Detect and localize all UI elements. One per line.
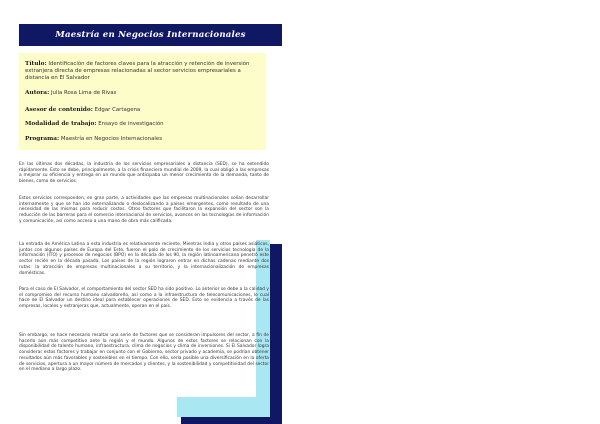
body-paragraph: Sin embargo, se hace necesario resaltar una serie de factores que se consideran impulsores del sector, a fin de hacerlo aún más competitivo ante la región y el mundo. Algunos de estos factores se relacionan con la disponibilidad de talento humano, infraestructura, clima de negocios y clima de inversiones. Si El Salvador logra considerar estos factores y trabajar en conjunto con el Gobierno, sector privado y academia, se podrían obtener resultados aún más favorables y sostenibles en el tiempo. Con ello, sería posible una diversificación en la oferta de servicios, apertura a un mayor número de mercados y clientes, y la sostenibilidad y competitividad del sector en el mediano a largo plazo.: [19, 333, 269, 373]
modality-value: Ensayo de investigación: [98, 121, 164, 127]
body-paragraph: Estos servicios corresponden, en gran parte, a actividades que las empresas multinacionales solían desarrollar internamente y que se han ido externalizando o deslocalizando a países emergentes, como resultado de una necesidad de las mismas para reducir costos. Otros factores que facilitaron la expansión del sector son la reducción de las barreras para el comercio internacional de servicios, avances en las tecnologías de información y comunicación, así como acceso a una mano de obra más calificada.: [19, 196, 269, 224]
advisor-value: Edgar Cartagena: [94, 107, 141, 113]
modality-label: Modalidad de trabajo:: [25, 121, 97, 127]
title-banner: [19, 24, 282, 46]
author-label: Autora:: [25, 90, 50, 96]
body-paragraph: La entrada de América Latina a esta industria es relativamente reciente. Mientras India y otros países asiáticos, juntos con algunos países de Europa del Este, fueron el polo de crecimiento de los servicios tecnología de la información (ITO) y procesos de negocios (BPO) en la década de los 90, la región latinoamericana penetró este sector recién en la década pasada. Los países de la región lograron entrar en dichas cadenas mediante dos rutas: la atracción de empresas multinacionales a su territorio, y la internacionalización de empresas domésticas.: [19, 242, 269, 276]
body-paragraph: Para el caso de El Salvador, el comportamiento del sector SED ha sido positivo. Lo anterior se debe a la calidad y el compromiso del recurso humano salvadoreño, así como a la infraestructura de telecomunicaciones, lo cual hace de El Salvador un destino ideal para establecer operaciones de SED. Esto se evidencia a través de las empresas, locales y extranjeras que, actualmente, operan en el país.: [19, 287, 269, 310]
program-value: Maestría en Negocios Internacionales: [60, 136, 163, 142]
info-modality-row: [25, 121, 262, 128]
page-title: Maestría en Negocios Internacionales: [55, 30, 246, 40]
info-program-row: [25, 136, 262, 143]
program-label: Programa:: [25, 136, 60, 142]
author-value: Julia Rosa Lima de Rivas: [50, 90, 117, 96]
info-advisor-row: [25, 107, 262, 114]
body-paragraph: En las últimas dos décadas, la industria de los servicios empresariales a distancia (SED), se ha extendido rápidamente. Esto se debe, principalmente, a la crisis financiera mundial de 2009, la cual obligó a las empresas a mejorar su eficiencia y entrega en un mundo que anticipaba un menor crecimiento de la demanda, tanto de bienes, como de servicios.: [19, 162, 269, 185]
info-title-row: [25, 61, 262, 81]
info-author-row: [25, 90, 262, 97]
title-value: Identificación de factores claves para la atracción y retención de inversión extranjera directa de empresas relacionadas al sector servicios empresariales a distancia en El Salvador: [25, 61, 250, 81]
advisor-label: Asesor de contenido:: [25, 107, 93, 113]
thesis-info-box: [19, 53, 266, 150]
title-label: Título:: [25, 61, 47, 67]
